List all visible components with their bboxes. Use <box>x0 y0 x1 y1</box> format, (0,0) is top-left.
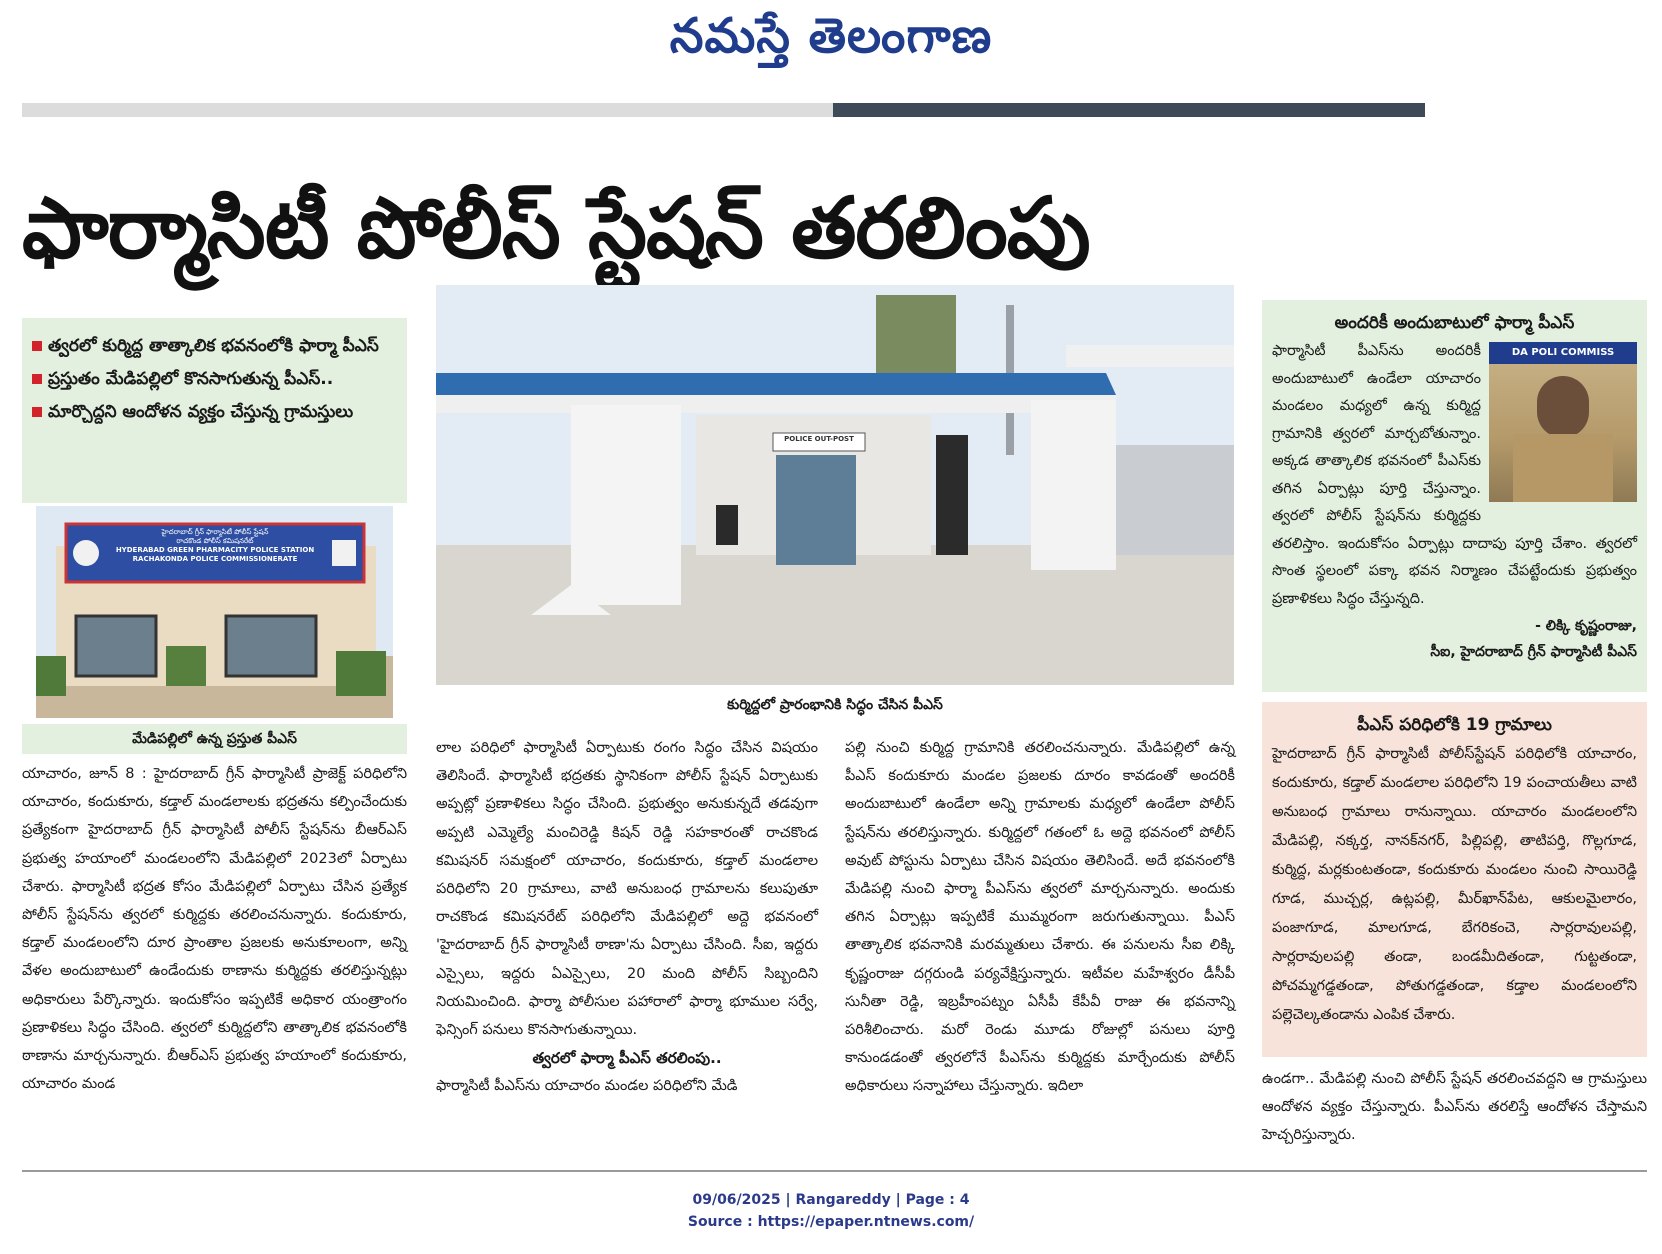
signboard-line: హైదరాబాద్ గ్రీన్ ఫార్మాసిటీ పోలీస్ స్టేషన్ <box>161 528 269 536</box>
photo-new-station <box>436 285 1234 685</box>
outpost-building-illustration <box>436 285 1234 685</box>
header-rule-accent <box>833 103 1425 117</box>
article-column-2-tail: ఫార్మాసిటీ పీఎస్‌ను యాచారం మండల పరిధిలోని మేడి <box>436 1078 738 1095</box>
villages-box <box>1262 702 1647 1057</box>
article-column-1: యాచారం, జూన్ 8 : హైదరాబాద్ గ్రీన్ ఫార్మాసిటీ ప్రాజెక్ట్ పరిధిలోని యాచారం, కందుకూరు, కడ్తాల్ మండలాలకు భద్రతను కల్పించేందుకు ప్రత్యేకంగా హైదరాబాద్ గ్రీన్ ఫార్మాసిటీ పోలీస్ స్టేషన్‌ను బీఆర్‌ఎస్ ప్రభుత్వ హయాంలో మండలంలోని మేడిపల్లిలో 2023లో ఏర్పాటు చేశారు. ఫార్మాసిటీ భద్రత కోసం మేడిపల్లిలో ఏర్పాటు చేసిన ప్రత్యేక పోలీస్ స్టేషన్‌ను త్వరలో కుర్మిద్దకు తరలించనున్నారు. కందుకూరు, కడ్తాల్ మండలంలోని దూర ప్రాంతాల ప్రజలకు అనుకూలంగా, అన్ని వేళల అందుబాటులో ఉండేందుకు ఠాణాను కుర్మిద్దకు తరలిస్తున్నట్లు అధికారులు పేర్కొన్నారు. ఇందుకోసం ఇప్పటికే అధికార యంత్రాంగం ప్రణాళికలు సిద్ధం చేసింది. త్వరలో కుర్మిద్దలోని తాత్కాలిక భవనంలోకి ఠాణాను మార్చనున్నారు. బీఆర్‌ఎస్ ప్రభుత్వ హయాంలో కందుకూరు, యాచారం మండ <box>22 766 407 1093</box>
article-column-3: పల్లి నుంచి కుర్మిద్ద గ్రామానికి తరలించనున్నారు. మేడిపల్లిలో ఉన్న పీఎస్ కందుకూరు మండల ప్రజలకు దూరం కావడంతో అందరికీ అందుబాటులో ఉండేలా అన్ని గ్రామాలకు మధ్యలో ఉండేలా పోలీస్ స్టేషన్‌ను తరలిస్తున్నారు. కుర్మిద్దలో గతంలో ఓ అద్దె భవనంలో పోలీస్ అవుట్ పోస్టును ఏర్పాటు చేసిన విషయం తెలిసిందే. అదే భవనంలోకి మేడిపల్లి నుంచి ఫార్మా పీఎస్‌ను త్వరలో మార్చనున్నారు. అందుకు తగిన ఏర్పాట్లు ఇప్పటికే ముమ్మరంగా జరుగుతున్నాయి. పీఎస్ తాత్కాలిక భవనానికి మరమ్మతులు చేశారు. ఈ పనులను సీఐ లిక్కి కృష్ణంరాజు దగ్గరుండి పర్యవేక్షిస్తున్నారు. ఇటీవల మహేశ్వరం డీసీపీ సునీతా రెడ్డి, ఇబ్రహీంపట్నం ఏసీపీ కేపీవీ రాజు ఈ భవనాన్ని పరిశీలించారు. మరో రెండు మూడు రోజుల్లో పనులు పూర్తి కానుండడంతో త్వరలోనే పీఎస్‌ను కుర్మిద్దకు మార్చేందుకు పోలీస్ అధికారులు సన్నాహాలు చేస్తున్నారు. ఇదిలా <box>845 740 1235 1095</box>
officer-portrait <box>1489 342 1637 502</box>
sidebar-quote-box <box>1262 300 1647 692</box>
sidebar-credit-role: సీఐ, హైదరాబాద్ గ్రీన్ ఫార్మాసిటీ పీఎస్ <box>1430 644 1637 660</box>
highlight-item: మార్చొద్దని ఆందోళన వ్యక్తం చేస్తున్న గ్రామస్తులు <box>32 396 397 429</box>
highlights-box <box>22 318 407 503</box>
villages-text: హైదరాబాద్ గ్రీన్ ఫార్మాసిటీ పోలీస్‌స్టేషన్ పరిధిలోకి యాచారం, కందుకూరు, కడ్తాల్ మండలాల పరిధిలోని 19 పంచాయతీలు వాటి అనుబంధ గ్రామాలు రానున్నాయి. యాచారం మండలంలోని మేడిపల్లి, నక్కర్త, నానక్‌నగర్, పిల్లిపల్లి, తాటిపర్తి, గొల్లగూడ, కుర్మిద్ద, మర్లకుంటతండా, కందుకూరు మండలం నుంచి సాయిరెడ్డి గూడ, ముచ్చర్ల, ఉట్లపల్లి, మీర్‌ఖాన్‌పేట, ఆకులమైలారం, పంజాగూడ, మాలగూడ, బేగరికంచె, సార్లరావులపల్లి, సార్లరావులపల్లి తండా, బండమీదితండా, గుట్టతండా, పోచమ్మగడ్డతండా, పోతుగడ్డతండా, కడ్తాల మండలంలోని పల్లెచెల్కతండాను ఎంపిక చేశారు. <box>1272 746 1637 1023</box>
officer-uniform <box>1513 434 1613 502</box>
photo-caption-main: కుర్మిద్దలో ప్రారంభానికి సిద్ధం చేసిన పీఎస్ <box>727 697 943 713</box>
sidebar-title: అందరికీ అందుబాటులో ఫార్మా పీఎస్ <box>1334 313 1575 333</box>
highlight-item: త్వరలో కుర్మిద్ద తాత్కాలిక భవనంలోకి ఫార్మా పీఎస్ <box>32 330 397 363</box>
officer-face <box>1537 376 1589 438</box>
footer-rule <box>22 1170 1647 1172</box>
signboard-line: రాచకొండ పోలీస్ కమిషనరేట్ <box>176 537 254 545</box>
highlight-item: ప్రస్తుతం మేడిపల్లిలో కొనసాగుతున్న పీఎస్.. <box>32 363 397 396</box>
portrait-banner: DA POLI COMMISS <box>1489 342 1637 364</box>
article-subhead: త్వరలో ఫార్మా పీఎస్ తరలింపు.. <box>532 1049 722 1068</box>
bullet-icon <box>32 374 42 384</box>
villages-title: పీఎస్ పరిధిలోకి 19 గ్రామాలు <box>1357 715 1552 735</box>
sidebar-credit-name: - లిక్కి కృష్ణంరాజు, <box>1535 618 1637 634</box>
photo-current-station <box>36 506 393 718</box>
outpost-sign: POLICE OUT-POST <box>784 435 854 443</box>
photo-caption-left: మేడిపల్లిలో ఉన్న ప్రస్తుత పీఎస్ <box>22 724 407 754</box>
headline: ఫార్మాసిటీ పోలీస్ స్టేషన్ తరలింపు <box>22 179 1090 277</box>
article-column-4: ఉండగా.. మేడిపల్లి నుంచి పోలీస్ స్టేషన్ తరలించవద్దని ఆ గ్రామస్తులు ఆందోళన వ్యక్తం చేస్తున్నారు. పీఎస్‌ను తరలిస్తే ఆందోళన చేస్తామని హెచ్చరిస్తున్నారు. <box>1262 1071 1647 1144</box>
footer-source-link[interactable]: Source : https://epaper.ntnews.com/ <box>687 1214 975 1230</box>
signboard-line: HYDERABAD GREEN PHARMACITY POLICE STATION <box>115 546 315 554</box>
footer-edition-info: 09/06/2025 | Rangareddy | Page : 4 <box>692 1192 970 1208</box>
article-column-2 <box>436 734 818 1094</box>
bullet-icon <box>32 341 42 351</box>
sidebar-text: ఫార్మాసిటీ పీఎస్‌ను అందరికీ అందుబాటులో ఉండేలా యాచారం మండలం మధ్యలో ఉన్న కుర్మిద్ద గ్రామానికి త్వరలో మార్చబోతున్నాం. అక్కడ తాత్కాలిక భవనంలో పీఎస్‌కు తగిన ఏర్పాట్లు పూర్తి చేస్తున్నాం. త్వరలో పోలీస్ స్టేషన్‌ను కుర్మిద్దకు తరలిస్తాం. ఇందుకోసం ఏర్పాట్లు దాదాపు పూర్తి చేశాం. త్వరలో సొంత స్థలంలో పక్కా భవన నిర్మాణం చేపట్టేందుకు ప్రభుత్వం ప్రణాళికలు సిద్ధం చేస్తున్నది. <box>1272 343 1637 607</box>
article-column-2-body: లాల పరిధిలో ఫార్మాసిటీ ఏర్పాటుకు రంగం సిద్ధం చేసిన విషయం తెలిసిందే. ఫార్మాసిటీ భద్రతకు స్థానికంగా పోలీస్ స్టేషన్ ఏర్పాటుకు అప్పట్లో ప్రణాళికలు సిద్ధం చేసింది. ప్రభుత్వం అనుకున్నదే తడవుగా అప్పటి ఎమ్మెల్యే మంచిరెడ్డి కిషన్ రెడ్డి సహకారంతో రాచకొండ కమిషనర్ సమక్షంలో యాచారం, కందుకూరు, కడ్తాల్ మండలాల పరిధిలోని 20 గ్రామాలు, వాటి అనుబంధ గ్రామాలను కలుపుతూ రాచకొండ కమిషనరేట్ పరిధిలోని మేడిపల్లిలో అద్దె భవనంలో 'హైదరాబాద్ గ్రీన్ ఫార్మాసిటీ ఠాణా'ను ఏర్పాటు చేసింది. సీఐ, ఇద్దరు ఎస్సైలు, ఇద్దరు ఏఎస్సైలు, 20 మంది పోలీస్ సిబ్బందిని నియమించింది. ఫార్మా పోలీసుల పహారాలో ఫార్మా భూముల సర్వే, ఫెన్సింగ్ పనులు కొనసాగుతున్నాయి. <box>436 740 818 1039</box>
masthead: నమస్తే తెలంగాణ <box>669 8 993 64</box>
bullet-icon <box>32 407 42 417</box>
signboard-line: RACHAKONDA POLICE COMMISSIONERATE <box>132 555 298 563</box>
